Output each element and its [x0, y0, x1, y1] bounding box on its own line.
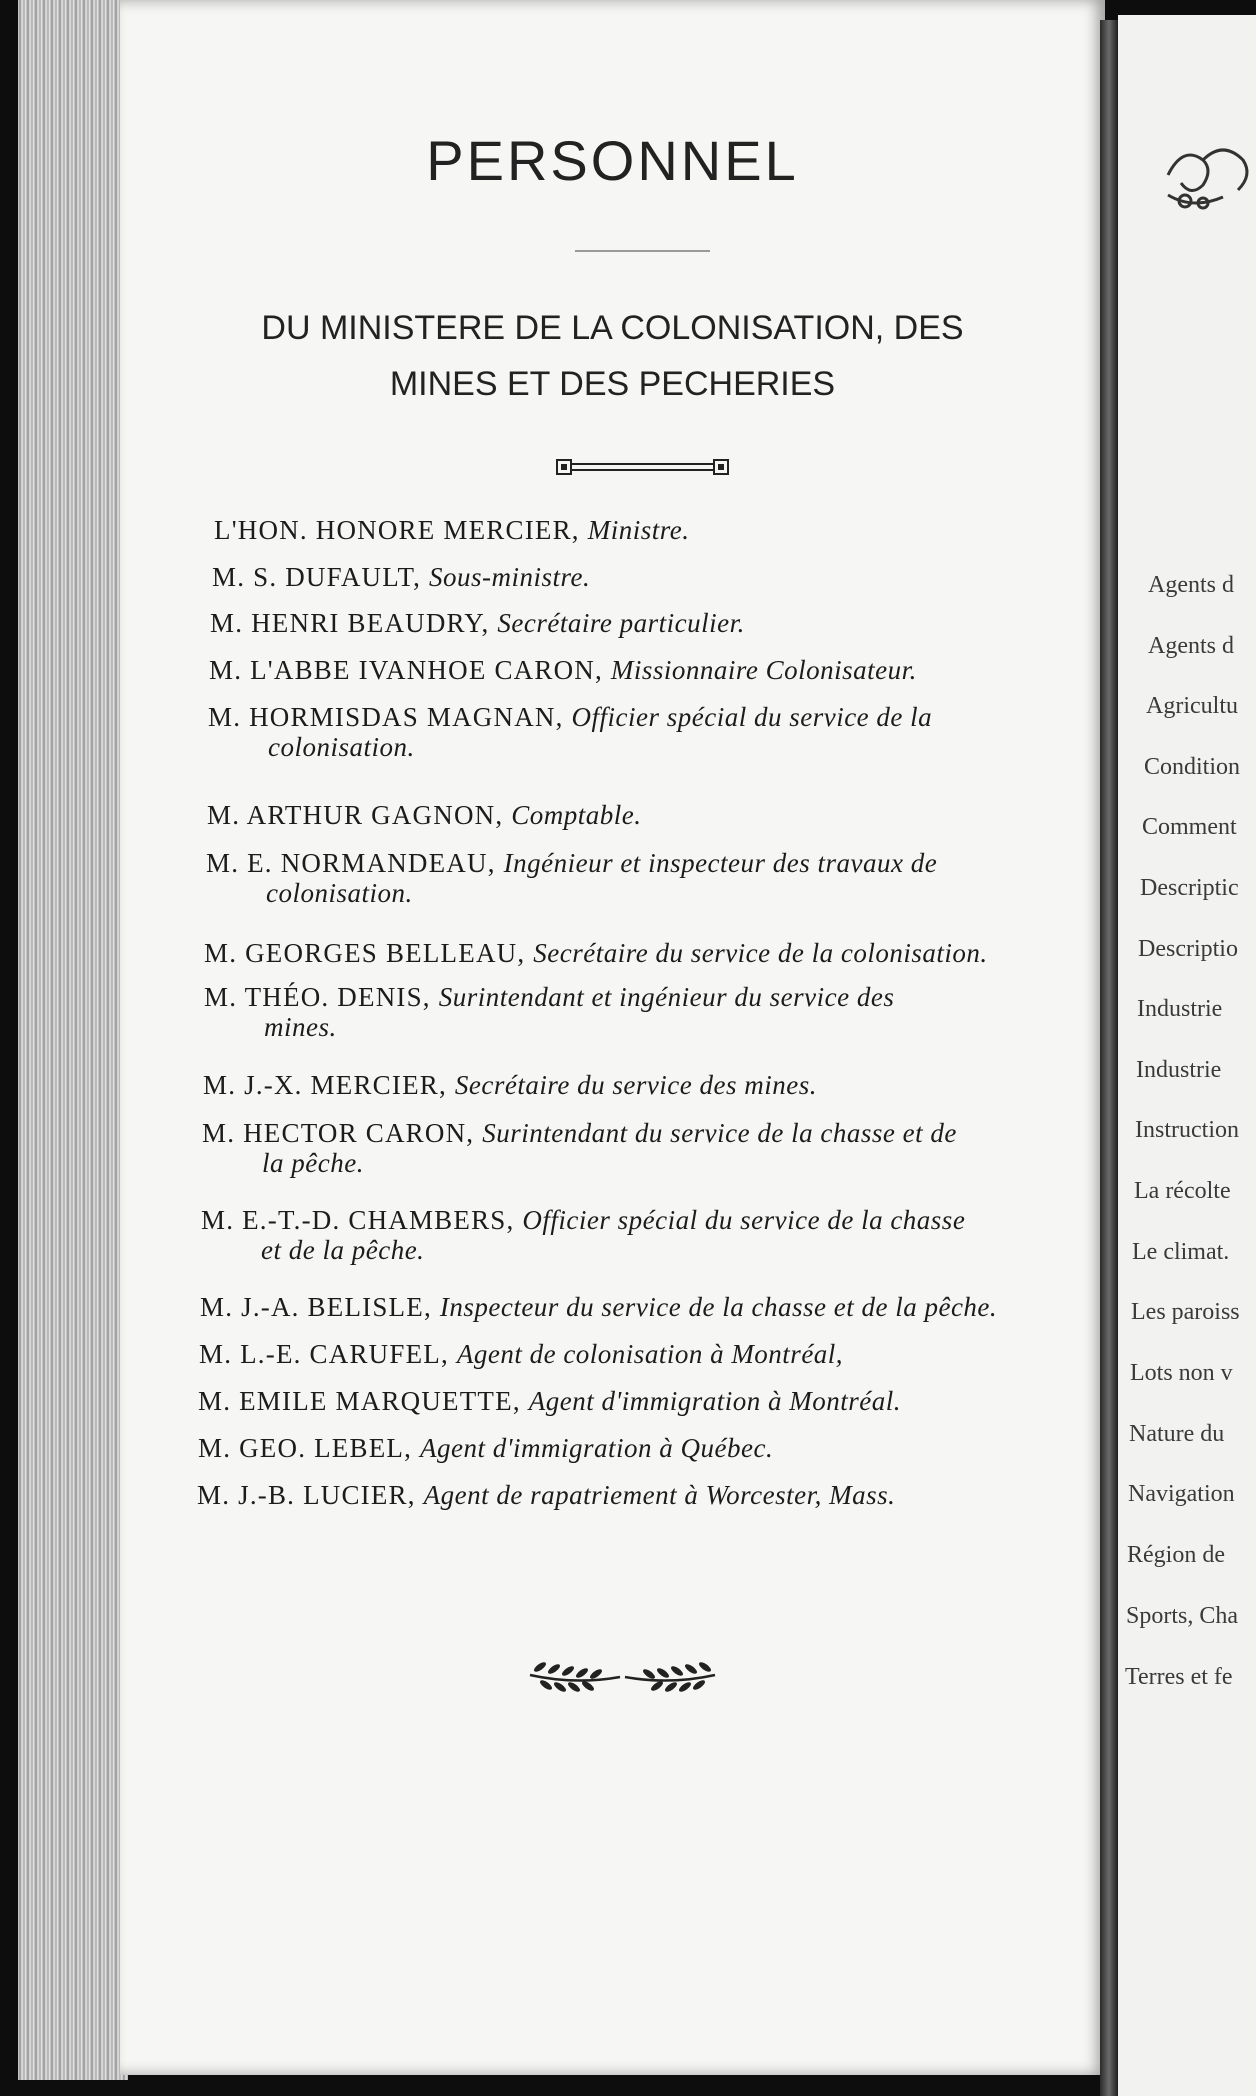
staff-entry [208, 702, 1070, 762]
index-entry: Agents d [1148, 572, 1234, 598]
staff-name: M. J.-X. MERCIER, [203, 1070, 447, 1100]
index-entry: Lots non v [1130, 1360, 1233, 1386]
staff-entry [198, 1433, 1060, 1463]
staff-entry [209, 655, 1071, 685]
staff-name: M. HENRI BEAUDRY, [210, 608, 490, 638]
book-page-edges [18, 0, 128, 2080]
staff-name: M. J.-A. BELISLE, [200, 1292, 432, 1322]
index-entry: Agents d [1148, 633, 1234, 659]
staff-role: Ingénieur et inspecteur des travaux de [503, 848, 938, 878]
staff-entry [212, 562, 1074, 592]
index-entry: Terres et fe [1125, 1664, 1233, 1690]
staff-name: M. THÉO. DENIS, [204, 982, 431, 1012]
staff-role: Agent de colonisation à Montréal, [456, 1339, 844, 1369]
subtitle-line-1: DU MINISTERE DE LA COLONISATION, DES [261, 309, 964, 347]
staff-name: M. HORMISDAS MAGNAN, [208, 702, 564, 732]
index-entry: Descriptio [1138, 936, 1238, 962]
staff-role: Agent d'immigration à Québec. [419, 1433, 774, 1463]
staff-name: M. HECTOR CARON, [202, 1118, 475, 1148]
staff-role: Secrétaire du service de la colonisation. [533, 938, 988, 968]
index-entry: Descriptic [1140, 875, 1239, 901]
staff-name: M. EMILE MARQUETTE, [198, 1386, 521, 1416]
index-entry: Instruction [1135, 1117, 1239, 1143]
book-gutter [1100, 20, 1118, 2096]
subtitle-line-2: MINES ET DES PECHERIES [389, 365, 836, 403]
staff-entry [204, 938, 1066, 968]
index-entry: Le climat. [1132, 1239, 1230, 1265]
staff-entry [206, 848, 1068, 908]
page-subtitle [160, 300, 1065, 412]
index-entry: La récolte [1134, 1178, 1231, 1204]
index-entry: Industrie [1137, 996, 1223, 1022]
staff-name: M. GEO. LEBEL, [198, 1433, 413, 1463]
staff-role: Ministre. [587, 515, 690, 545]
staff-role: Officier spécial du service de la chasse [522, 1205, 966, 1235]
staff-entry [197, 1480, 1059, 1510]
staff-role: Agent d'immigration à Montréal. [528, 1386, 901, 1416]
title-divider [575, 250, 710, 252]
staff-entry [204, 982, 1066, 1042]
staff-name: M. ARTHUR GAGNON, [207, 800, 504, 830]
staff-name: M. S. DUFAULT, [212, 562, 422, 592]
staff-role-continued: colonisation. [266, 878, 413, 908]
staff-role: Sous-ministre. [429, 562, 591, 592]
staff-entry [199, 1339, 1061, 1369]
page-title: PERSONNEL [426, 129, 799, 192]
staff-role-continued: la pêche. [262, 1148, 364, 1178]
staff-name: M. E. NORMANDEAU, [206, 848, 496, 878]
staff-role: Comptable. [511, 800, 642, 830]
index-entry: Industrie [1136, 1057, 1222, 1083]
staff-role: Surintendant du service de la chasse et de [482, 1118, 957, 1148]
staff-role-continued: colonisation. [268, 732, 415, 762]
staff-name: M. L.-E. CARUFEL, [199, 1339, 449, 1369]
staff-name: M. E.-T.-D. CHAMBERS, [201, 1205, 515, 1235]
staff-name: M. GEORGES BELLEAU, [204, 938, 526, 968]
index-entry: Comment [1142, 814, 1237, 840]
staff-role: Secrétaire particulier. [497, 608, 745, 638]
staff-role-continued: mines. [264, 1012, 337, 1042]
staff-name: L'HON. HONORE MERCIER, [214, 515, 580, 545]
staff-entry [207, 800, 1069, 830]
staff-role: Officier spécial du service de la [571, 702, 933, 732]
index-entry: Région de [1127, 1542, 1225, 1568]
staff-name: M. J.-B. LUCIER, [197, 1480, 416, 1510]
staff-entry [214, 515, 1076, 545]
facing-page [1118, 15, 1256, 2096]
staff-name: M. L'ABBE IVANHOE CARON, [209, 655, 603, 685]
laurel-branch-icon [520, 1645, 725, 1705]
staff-role: Missionnaire Colonisateur. [610, 655, 917, 685]
staff-entry [200, 1292, 1062, 1322]
staff-role: Agent de rapatriement à Worcester, Mass. [423, 1480, 896, 1510]
index-entry: Sports, Cha [1126, 1603, 1239, 1629]
index-entry: Les paroiss [1131, 1299, 1240, 1325]
index-entry: Condition [1144, 754, 1241, 780]
index-entry: Agricultu [1146, 693, 1238, 719]
index-entry: Navigation [1128, 1481, 1235, 1507]
staff-role: Surintendant et ingénieur du service des [438, 982, 895, 1012]
staff-entry [210, 608, 1072, 638]
staff-role-continued: et de la pêche. [261, 1235, 425, 1265]
staff-role: Inspecteur du service de la chasse et de la pêche. [439, 1292, 998, 1322]
floral-ornament-icon [1163, 135, 1256, 215]
index-entry: Nature du [1129, 1421, 1225, 1447]
staff-entry [201, 1205, 1063, 1265]
staff-entry [198, 1386, 1060, 1416]
staff-role: Secrétaire du service des mines. [454, 1070, 818, 1100]
staff-entry [202, 1118, 1064, 1178]
double-line-ornament-icon [555, 455, 730, 479]
staff-entry [203, 1070, 1065, 1100]
